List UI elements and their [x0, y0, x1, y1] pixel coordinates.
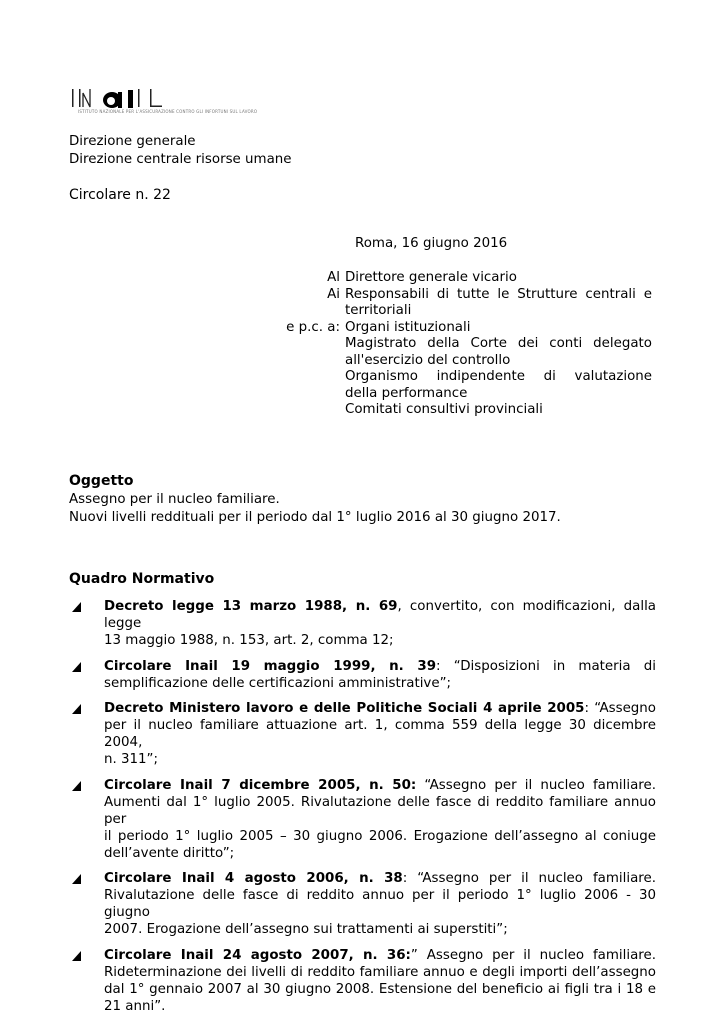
recipient-line: territoriali [345, 303, 412, 318]
quadro-normativo-title: Quadro Normativo [69, 571, 215, 587]
header-line-2: Direzione centrale risorse umane [69, 152, 292, 167]
triangle-bullet-icon [72, 658, 104, 692]
reference-text [104, 947, 656, 1015]
recipient-line: della performance [345, 385, 468, 401]
circolare-number: Circolare n. 22 [69, 187, 171, 203]
triangle-bullet-icon [72, 870, 104, 938]
normative-reference-item [72, 658, 656, 692]
reference-desc: “Assegno per il nucleo familiare. [416, 777, 657, 793]
recipient-line: Magistrato della Corte dei conti delegato [345, 336, 652, 351]
reference-desc: : “Assegno [584, 701, 656, 716]
reference-line: semplificazione delle certificazioni amministrative”; [104, 675, 452, 691]
reference-line: il periodo 1° luglio 2005 – 30 giugno 2006. Erogazione dell’assegno al coniuge [104, 828, 656, 844]
normative-reference-item [72, 947, 656, 1015]
normative-reference-item [72, 598, 656, 649]
recipient-text [345, 287, 652, 320]
recipient-line: all'esercizio del controllo [345, 352, 511, 368]
recipient-line: Direttore generale vicario [345, 270, 517, 285]
reference-line: Rivalutazione delle fasce di reddito annuo per il periodo 1° luglio 2006 - 30 giugno [104, 888, 656, 920]
reference-text [104, 658, 656, 692]
header-offices [69, 133, 292, 169]
recipient-text [345, 320, 652, 337]
reference-line: 13 maggio 1988, n. 153, art. 2, comma 12; [104, 633, 394, 648]
reference-text [104, 777, 656, 862]
reference-first-line [104, 870, 656, 887]
reference-line: per il nucleo familiare attuazione art. 1, comma 559 della legge 30 dicembre 2004, [104, 718, 656, 750]
recipient-label [252, 402, 345, 419]
triangle-bullet-icon [72, 947, 104, 1015]
reference-desc: : “Disposizioni in materia di [436, 658, 656, 674]
reference-first-line [104, 947, 656, 964]
triangle-bullet-icon [72, 777, 104, 862]
recipient-label [252, 369, 345, 402]
inail-logo [70, 87, 258, 127]
recipient-label: Ai [327, 286, 340, 302]
recipient-row [252, 369, 652, 402]
recipient-label [252, 336, 345, 369]
recipient-line: Comitati consultivi provinciali [345, 402, 543, 417]
recipient-label: Al [327, 270, 340, 285]
reference-first-line [104, 598, 656, 632]
triangle-bullet-icon [72, 598, 104, 649]
reference-title: Circolare Inail 24 agosto 2007, n. 36: [104, 947, 411, 963]
inail-logo-mark [70, 87, 180, 111]
reference-line: dal 1° gennaio 2007 al 30 giugno 2008. Estensione del beneficio ai figli tra i 18 e [104, 981, 656, 997]
reference-desc: , convertito, con modificazioni, dalla legge [104, 599, 656, 631]
recipient-line: Organi istituzionali [345, 319, 471, 335]
reference-desc: : “Assegno per il nucleo familiare. [402, 871, 656, 886]
reference-desc: ” Assegno per il nucleo familiare. [410, 947, 656, 963]
recipient-line: Responsabili di tutte le Strutture centrali e [345, 286, 652, 302]
reference-line: 21 anni”. [104, 998, 166, 1014]
quadro-normativo-list [72, 598, 656, 1023]
triangle-bullet-icon [72, 700, 104, 768]
recipients-block [252, 270, 652, 419]
recipient-text [345, 402, 652, 419]
reference-line: 2007. Erogazione dell’assegno sui trattamenti ai superstiti”; [104, 922, 508, 937]
logo-subtitle: ISTITUTO NAZIONALE PER L'ASSICURAZIONE CONTRO GLI INFORTUNI SUL LAVORO [78, 109, 258, 114]
normative-reference-item [72, 777, 656, 862]
reference-first-line [104, 700, 656, 717]
reference-text [104, 870, 656, 938]
reference-title: Decreto Ministero lavoro e delle Politiche Sociali 4 aprile 2005 [104, 701, 585, 716]
recipient-label: e p.c. a: [286, 319, 340, 335]
reference-title: Circolare Inail 4 agosto 2006, n. 38 [104, 871, 403, 886]
recipient-text [345, 270, 652, 287]
recipient-row [252, 336, 652, 369]
oggetto-line-2: Nuovi livelli reddituali per il periodo dal 1° luglio 2016 al 30 giugno 2017. [69, 510, 561, 525]
reference-text [104, 700, 656, 768]
reference-first-line [104, 777, 656, 794]
oggetto-line-1: Assegno per il nucleo familiare. [69, 492, 280, 507]
reference-line: dell’avente diritto”; [104, 845, 235, 861]
reference-line: Rideterminazione dei livelli di reddito familiare annuo e degli importi dell’assegno [104, 964, 656, 980]
reference-text [104, 598, 656, 649]
reference-title: Decreto legge 13 marzo 1988, n. 69 [104, 599, 398, 614]
header-line-1: Direzione generale [69, 134, 196, 149]
recipient-row [252, 287, 652, 320]
oggetto-body [69, 491, 561, 527]
recipient-text [345, 369, 652, 402]
recipient-line: Organismo indipendente di valutazione [345, 369, 652, 384]
normative-reference-item [72, 700, 656, 768]
reference-line: n. 311”; [104, 752, 159, 767]
reference-line: Aumenti dal 1° luglio 2005. Rivalutazione delle fasce di reddito familiare annuo per [104, 794, 656, 827]
document-date: Roma, 16 giugno 2016 [355, 236, 508, 251]
recipient-row [252, 320, 652, 337]
recipient-text [345, 336, 652, 369]
reference-first-line [104, 658, 656, 675]
reference-title: Circolare Inail 7 dicembre 2005, n. 50: [104, 777, 417, 793]
reference-title: Circolare Inail 19 maggio 1999, n. 39 [104, 658, 437, 674]
recipient-row [252, 270, 652, 287]
oggetto-title: Oggetto [69, 473, 134, 489]
recipient-row [252, 402, 652, 419]
normative-reference-item [72, 870, 656, 938]
